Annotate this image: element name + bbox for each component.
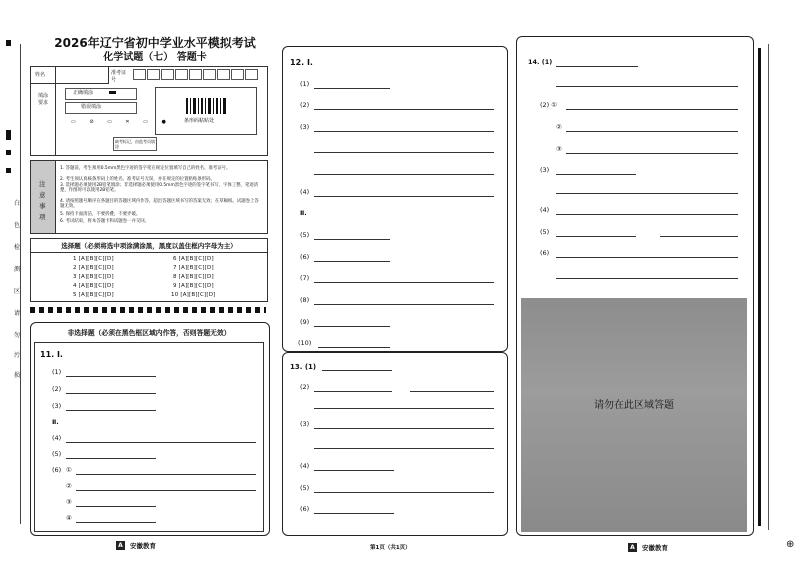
q12-panel [282, 46, 508, 352]
timing-marks [30, 307, 266, 313]
footer-brand: 安徽教育 [130, 542, 156, 550]
wrong-fill-samples: ▭ ⊘ ▭ ✕ ▭ ● [71, 119, 172, 125]
wrong-fill-label: 错误填涂 [81, 104, 102, 110]
nonchoice-title: 非选择题（必须在黑色框区域内作答，否则答题无效） [67, 329, 231, 337]
name-field[interactable] [56, 67, 109, 84]
answer-line[interactable] [66, 376, 156, 377]
edge-bar-thin [768, 44, 769, 530]
side-char: 损 [13, 372, 20, 379]
side-char: 白 [13, 200, 20, 207]
answer-line[interactable] [556, 66, 638, 67]
choice-row[interactable]: 9 [A][B][C][D] [173, 283, 214, 289]
q13-label: (4) [300, 462, 310, 470]
side-mark [6, 40, 11, 46]
q14-label: ③ [556, 145, 562, 153]
crosshair-icon: ⊕ [786, 539, 795, 550]
q11-label: ① [66, 466, 72, 474]
q14-label: (3) [540, 166, 550, 174]
q13-label: (6) [300, 505, 310, 513]
q13-label: (3) [300, 420, 310, 428]
notes-item: 5. 保持卡面清洁，不要折叠，不要弄破。 [60, 212, 141, 217]
choice-divider [31, 252, 267, 253]
notes-item: 2. 考生须认真核条形码上的姓名、准考证号无误，并在规定的位置粘贴条形码。 [60, 177, 215, 182]
answer-line[interactable] [314, 428, 494, 429]
q12-label: (1) [300, 80, 310, 88]
q13-label: (5) [300, 484, 310, 492]
q11-label: (2) [52, 385, 62, 393]
q12-label: (2) [300, 101, 310, 109]
page-title: 2026年辽宁省初中学业水平模拟考试 [54, 36, 256, 50]
answer-line[interactable] [314, 131, 494, 132]
side-char: 检 [13, 244, 20, 251]
q12-label: (4) [300, 188, 310, 196]
q12-label: Ⅱ. [300, 209, 307, 217]
answer-line[interactable] [314, 109, 494, 110]
q14-label: (4) [540, 206, 550, 214]
answer-line[interactable] [566, 131, 738, 132]
footer-brand: 安徽教育 [642, 544, 668, 552]
answer-line[interactable] [322, 370, 392, 371]
q14-title: 14. (1) [528, 58, 553, 66]
ticket-label: 准考证号 [111, 70, 127, 83]
q12-label: (8) [300, 296, 310, 304]
side-line [20, 44, 21, 524]
notes-label: 注意事项 [39, 180, 46, 221]
answer-line[interactable] [66, 442, 256, 443]
answer-line[interactable] [314, 470, 394, 471]
notes-item: 6. 考试结束，将本答题卡和试题卷一并交回。 [60, 219, 150, 224]
q11-label: Ⅱ. [52, 418, 59, 426]
answer-line[interactable] [556, 86, 738, 87]
choice-row[interactable]: 1 [A][B][C][D] [73, 256, 114, 262]
choice-row[interactable]: 6 [A][B][C][D] [173, 256, 214, 262]
page-subtitle: 化学试题（七） 答题卡 [103, 52, 207, 63]
no-answer-zone [521, 298, 747, 532]
q11-title: 11. Ⅰ. [40, 350, 63, 359]
correct-fill-mark [109, 91, 116, 94]
answer-line[interactable] [314, 196, 494, 197]
no-answer-text: 请勿在此区域答题 [594, 400, 674, 411]
fill-req-label: 填涂要求 [38, 93, 49, 106]
q11-label: (6) [52, 466, 62, 474]
choice-box [30, 238, 268, 302]
answer-line[interactable] [410, 391, 494, 392]
q11-label: (5) [52, 450, 62, 458]
answer-line[interactable] [660, 236, 738, 237]
choice-row[interactable]: 2 [A][B][C][D] [73, 265, 114, 271]
page-number: 第1页（共1页） [370, 545, 411, 551]
edge-bar [758, 48, 761, 526]
answer-line[interactable] [76, 490, 256, 491]
q11-label: (3) [52, 402, 62, 410]
q12-label: (9) [300, 318, 310, 326]
brand-logo-icon: A [628, 543, 637, 552]
answer-line[interactable] [66, 410, 156, 411]
answer-line[interactable] [314, 239, 390, 240]
side-mark [6, 168, 11, 173]
barcode-area [155, 87, 257, 135]
q14-label: (2) ① [540, 101, 558, 109]
answer-line[interactable] [66, 393, 156, 394]
side-char: 区 [13, 288, 20, 295]
brand-logo-icon: A [116, 541, 125, 550]
q12-label: (5) [300, 231, 310, 239]
q11-label: (4) [52, 434, 62, 442]
correct-fill-label: 正确填涂 [73, 90, 94, 96]
answer-line[interactable] [566, 109, 738, 110]
absent-note: 缺考标记，由监考员填涂 [115, 139, 155, 149]
choice-row[interactable]: 7 [A][B][C][D] [173, 265, 214, 271]
choice-row[interactable]: 5 [A][B][C][D] [73, 292, 114, 298]
q11-label: ② [66, 482, 72, 490]
barcode-icon [186, 98, 226, 114]
answer-line[interactable] [314, 391, 392, 392]
answer-line[interactable] [318, 347, 390, 348]
answer-line[interactable] [314, 326, 390, 327]
answer-line[interactable] [76, 506, 156, 507]
q12-label: (10) [298, 339, 312, 347]
answer-line[interactable] [556, 193, 738, 194]
choice-title: 选择题（必须将选中项涂满涂黑，黑度以盖住框内字母为主） [61, 242, 237, 250]
notes-item: 1. 答题前，考生须用0.5mm黑色字迹的签字笔在规定位置填写自己的姓名、准考证号。 [60, 166, 231, 171]
notes-item: 3. 选择题必须使用2B铅笔填涂；非选择题必须使用0.5mm黑色字迹的签字笔书写，字体工整、笔迹清楚，作图时可以使用2B铅笔。 [60, 183, 259, 194]
answer-line[interactable] [314, 448, 494, 449]
answer-line[interactable] [76, 522, 156, 523]
side-mark [6, 130, 11, 140]
q12-title: 12. Ⅰ. [290, 58, 313, 67]
answer-line[interactable] [66, 458, 156, 459]
side-char: 色 [13, 222, 20, 229]
answer-line[interactable] [314, 513, 394, 514]
answer-line[interactable] [314, 174, 494, 175]
q13-panel [282, 352, 508, 536]
q13-label: (2) [300, 383, 310, 391]
choice-row[interactable]: 3 [A][B][C][D] [73, 274, 114, 280]
answer-line[interactable] [314, 408, 494, 409]
answer-line[interactable] [556, 278, 738, 279]
side-char: 勿 [13, 332, 20, 339]
answer-line[interactable] [556, 257, 738, 258]
q14-label: ② [556, 123, 562, 131]
answer-line[interactable] [314, 492, 494, 493]
answer-line[interactable] [556, 174, 636, 175]
info-box [30, 66, 268, 156]
answer-line[interactable] [556, 236, 636, 237]
q11-label: (1) [52, 368, 62, 376]
q12-label: (6) [300, 253, 310, 261]
side-char: 请 [13, 310, 20, 317]
q11-label: ④ [66, 514, 72, 522]
choice-row[interactable]: 4 [A][B][C][D] [73, 283, 114, 289]
side-char: 污 [13, 352, 20, 359]
answer-line[interactable] [314, 282, 494, 283]
side-mark [6, 150, 11, 155]
answer-line[interactable] [314, 261, 390, 262]
answer-line[interactable] [556, 214, 738, 215]
answer-line[interactable] [314, 152, 494, 153]
notes-item: 4. 请按照题号顺序在各题目的答题区域内作答，超出答题区域书写的答案无效；在草稿纸、试题卷上答题无效。 [60, 199, 259, 210]
q13-title: 13. (1) [290, 363, 317, 371]
choice-row[interactable]: 10 [A][B][C][D] [171, 292, 216, 298]
answer-line[interactable] [314, 88, 390, 89]
q12-label: (7) [300, 274, 310, 282]
q12-label: (3) [300, 123, 310, 131]
answer-line[interactable] [314, 304, 494, 305]
q11-label: ③ [66, 498, 72, 506]
q14-label: (6) [540, 249, 550, 257]
choice-row[interactable]: 8 [A][B][C][D] [173, 274, 214, 280]
side-char: 测 [13, 266, 20, 273]
q14-label: (5) [540, 228, 550, 236]
answer-line[interactable] [76, 474, 256, 475]
name-label: 姓名 [35, 72, 46, 78]
barcode-label: 条形码粘贴处 [184, 118, 215, 124]
notes-box [30, 160, 268, 234]
answer-line[interactable] [566, 153, 738, 154]
